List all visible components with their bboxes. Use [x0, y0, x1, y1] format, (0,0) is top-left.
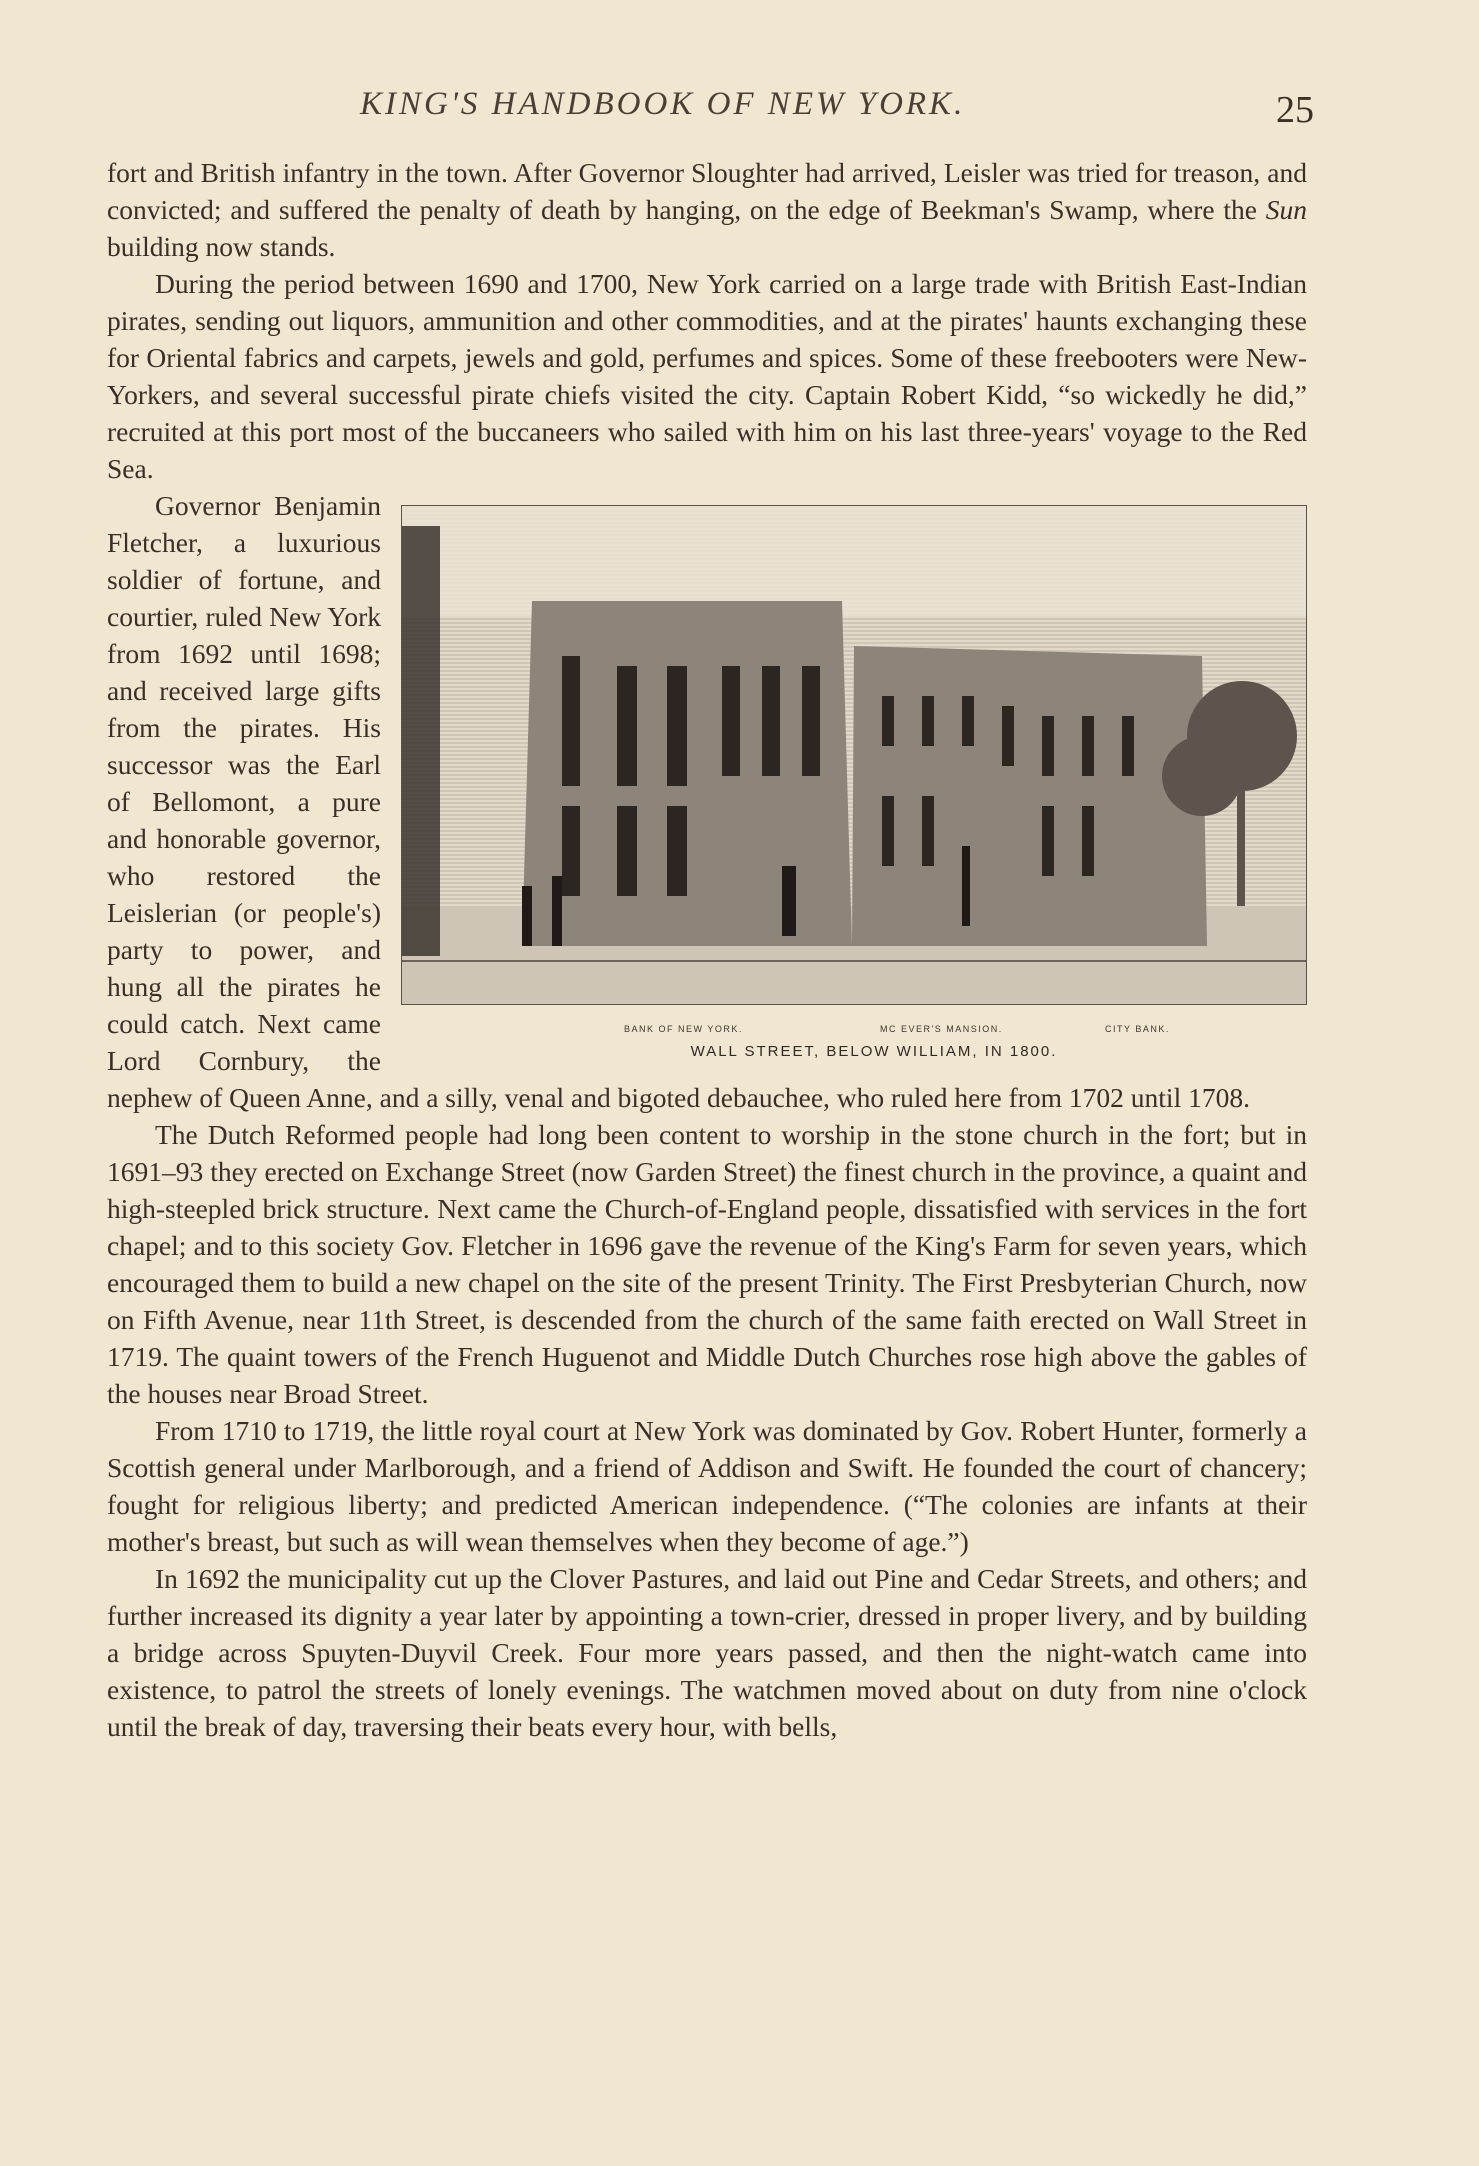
body-text [107, 154, 1307, 1745]
label-bank-of-new-york: BANK OF NEW YORK. [624, 1024, 743, 1034]
paragraph-6: In 1692 the municipality cut up the Clover Pastures, and laid out Pine and Cedar Streets, and others; and further increased its dignity a year later by appointing a town-crier, dressed in proper livery, and by building a bridge across Spuyten-Duyvil Creek. Four more years passed, and then the night-watch came into existence, to patrol the streets of lonely evenings. The watchmen moved about on duty from nine o'clock until the break of day, traversing their beats every hour, with bells, [107, 1563, 1307, 1742]
engraving-figure [401, 505, 1307, 1070]
engraving-building-labels [401, 1011, 1307, 1034]
label-mcevers-mansion: MC EVER'S MANSION. [880, 1024, 1003, 1034]
paragraph-3: Governor Benjamin Fletcher, a luxurious soldier of fortune, and courtier, ruled New York from 1692 until 1698; and received large gifts from the pirates. His successor was the Earl of Bellomont, a pure and honorable governor, who restored the Leislerian (or people's) party to power, and hung all the pirates he could catch. Next came Lord Cornbury, the nephew of Queen Anne, and a silly, venal and bigoted debauchee, who ruled here from 1702 until 1708. [107, 490, 1250, 1113]
paragraph-1 [107, 154, 1307, 265]
paragraph-1-end: building now stands. [107, 231, 336, 262]
page-number: 25 [1276, 89, 1314, 131]
paragraph-5: From 1710 to 1719, the little royal court at New York was dominated by Gov. Robert Hunter, formerly a Scottish general under Marlborough, and a friend of Addison and Swift. He founded the court of chancery; fought for religious liberty; and predicted American independence. (“The colonies are infants at their mother's breast, but such as will wean themselves when they become of age.”) [107, 1415, 1307, 1557]
engraving-illustration [402, 506, 1306, 1004]
paragraph-4: The Dutch Reformed people had long been content to worship in the stone church in the fort; but in 1691–93 they erected on Exchange Street (now Garden Street) the finest church in the province, a quaint and high-steepled brick structure. Next came the Church-of-England people, dissatisfied with services in the fort chapel; and to this society Gov. Fletcher in 1696 gave the revenue of the King's Farm for seven years, which encouraged them to build a new chapel on the site of the present Trinity. The First Presbyterian Church, now on Fifth Avenue, near 11th Street, is descended from the church of the same faith erected on Wall Street in 1719. The quaint towers of the French Huguenot and Middle Dutch Churches rose high above the gables of the houses near Broad Street. [107, 1119, 1307, 1409]
figure-caption: WALL STREET, BELOW WILLIAM, IN 1800. [690, 1043, 1058, 1060]
paragraph-2: During the period between 1690 and 1700, New York carried on a large trade with British East-Indian pirates, sending out liquors, ammunition and other commodities, and at the pirates' haunts exchanging these for Oriental fabrics and carpets, jewels and gold, perfumes and spices. Some of these freebooters were New-Yorkers, and several successful pirate chiefs visited the city. Captain Robert Kidd, “so wickedly he did,” recruited at this port most of the buccaneers who sailed with him on his last three-years' voyage to the Red Sea. [107, 268, 1307, 484]
label-city-bank: CITY BANK. [1105, 1024, 1170, 1034]
sun-newspaper-title: Sun [1265, 194, 1307, 225]
running-title: KING'S HANDBOOK OF NEW YORK. [360, 86, 966, 122]
paragraph-1-text: fort and British infantry in the town. After Governor Sloughter had arrived, Leisler was tried for treason, and convicted; and suffered the penalty of death by hanging, on the edge of Beekman's Swamp, where the [107, 157, 1307, 225]
wall-street-engraving [401, 505, 1307, 1005]
